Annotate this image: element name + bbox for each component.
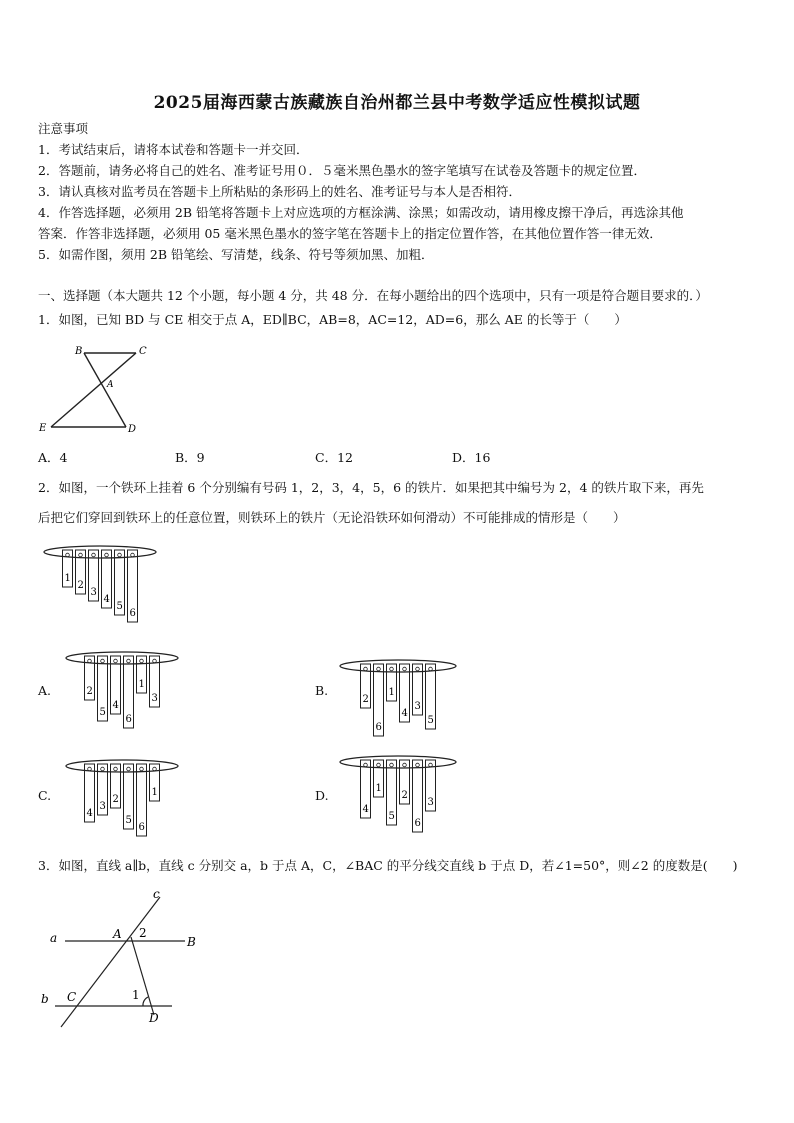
tag-hole — [416, 763, 420, 767]
tag-number: 6 — [414, 818, 421, 829]
q1-label-c: C — [139, 346, 147, 357]
tag-hole — [416, 667, 420, 671]
tag-hole — [79, 553, 83, 557]
tag-hole — [114, 767, 118, 771]
page-title: 2025届海西蒙古族藏族自治州都兰县中考数学适应性模拟试题 — [153, 93, 641, 113]
q1-option-a[interactable]: A．4 — [38, 450, 68, 465]
tag-number: 2 — [112, 794, 119, 805]
tag-number: 3 — [414, 701, 421, 712]
tag-hole — [92, 553, 96, 557]
q2-option-b-figure[interactable] — [338, 654, 458, 734]
note-item-5: 5．如需作图，须用 2B 铅笔绘、写清楚，线条、符号等须加黑、加粗． — [38, 247, 434, 262]
note-item-4: 4．作答选择题，必须用 2B 铅笔将答题卡上对应选项的方框涂满、涂黑；如需改动，请用橡皮擦干净后，再选涂其他 — [38, 205, 684, 220]
question-1-text: 1．如图，已知 BD 与 CE 相交于点 A，ED∥BC，AB=8，AC=12，AD=6，那么 AE 的长等于（ ） — [38, 312, 627, 327]
q1-label-b: B — [75, 346, 83, 357]
q2-option-d-figure[interactable] — [338, 750, 458, 835]
tag-hole — [390, 763, 394, 767]
tag-number: 4 — [103, 594, 110, 605]
tag-number: 4 — [362, 804, 369, 815]
q3-label-c-point: C — [67, 990, 77, 1004]
tag-number: 6 — [138, 822, 145, 833]
tag-hole — [101, 767, 105, 771]
q1-label-d: D — [128, 424, 137, 435]
tag-hole — [140, 767, 144, 771]
tag-number: 1 — [151, 787, 158, 798]
tag-number: 5 — [99, 707, 106, 718]
tag-hole — [114, 659, 118, 663]
q1-option-b[interactable]: B．9 — [175, 450, 205, 465]
note-item-1: 1．考试结束后，请将本试卷和答题卡一并交回． — [38, 142, 309, 157]
tag-hole — [377, 667, 381, 671]
q1-option-c[interactable]: C．12 — [315, 450, 353, 465]
q3-label-angle-1: 1 — [132, 988, 140, 1002]
tag-number: 1 — [375, 783, 382, 794]
q3-figure — [35, 885, 215, 1030]
tag-hole — [403, 763, 407, 767]
tag-number: 3 — [99, 801, 106, 812]
tag-number: 1 — [64, 573, 71, 584]
tag-number: 4 — [86, 808, 93, 819]
q2-option-c-figure[interactable] — [62, 754, 182, 834]
note-item-4-cont: 答案．作答非选择题，必须用 05 毫米黑色墨水的签字笔在答题卡上的指定位置作答，在其他位置作答一律无效． — [38, 226, 662, 241]
tag-hole — [390, 667, 394, 671]
q1-label-e: E — [39, 423, 47, 434]
tag-number: 5 — [388, 811, 395, 822]
tag-number: 2 — [77, 580, 84, 591]
tag-number: 2 — [86, 686, 93, 697]
tag-hole — [377, 763, 381, 767]
tag-number: 3 — [151, 693, 158, 704]
note-item-2: 2．答题前，请务必将自己的姓名、准考证号用０．５毫米黑色墨水的签字笔填写在试卷及答题卡的规定位置． — [38, 163, 646, 178]
q2-option-c-label[interactable]: C. — [38, 788, 52, 803]
tag-number: 6 — [129, 608, 136, 619]
q2-main-figure — [40, 540, 160, 630]
q3-label-c-line: c — [153, 887, 160, 901]
tag-number: 5 — [116, 601, 123, 612]
question-2-line-2: 后把它们穿回到铁环上的任意位置，则铁环上的铁片（无论沿铁环如何滑动）不可能排成的情形是（ ） — [38, 510, 626, 525]
q1-option-d[interactable]: D．16 — [452, 450, 491, 465]
tag-number: 1 — [388, 687, 395, 698]
q3-label-a-point: A — [113, 927, 122, 941]
section-heading: 一、选择题（本大题共 12 个小题，每小题 4 分，共 48 分．在每小题给出的四个选项中，只有一项是符合题目要求的．） — [38, 288, 708, 303]
tag-number: 6 — [125, 714, 132, 725]
notes-heading: 注意事项 — [38, 121, 89, 136]
tag-hole — [127, 659, 131, 663]
tag-number: 1 — [138, 679, 145, 690]
q2-option-a-label[interactable]: A. — [38, 683, 52, 698]
note-item-3: 3．请认真核对监考员在答题卡上所粘贴的条形码上的姓名、准考证号与本人是否相符． — [38, 184, 521, 199]
tag-hole — [101, 659, 105, 663]
tag-hole — [118, 553, 122, 557]
tag-number: 5 — [427, 715, 434, 726]
tag-number: 6 — [375, 722, 382, 733]
tag-hole — [127, 767, 131, 771]
q3-label-angle-2: 2 — [139, 926, 147, 940]
tag-number: 4 — [401, 708, 408, 719]
q2-option-d-label[interactable]: D. — [315, 788, 329, 803]
q1-label-a: A — [107, 380, 114, 390]
q3-label-d-point: D — [149, 1011, 159, 1025]
question-3-text: 3．如图，直线 a∥b，直线 c 分别交 a，b 于点 A，C，∠BAC 的平分线交直线 b 于点 D，若∠1=50°，则∠2 的度数是( ) — [38, 858, 738, 873]
tag-hole — [140, 659, 144, 663]
question-2-line-1: 2．如图，一个铁环上挂着 6 个分别编有号码 1，2，3，4，5，6 的铁片．如果把其中编号为 2，4 的铁片取下来，再先 — [38, 480, 704, 495]
q1-figure — [35, 342, 145, 437]
tag-number: 2 — [362, 694, 369, 705]
q2-option-a-figure[interactable] — [62, 646, 182, 726]
tag-number: 5 — [125, 815, 132, 826]
tag-hole — [403, 667, 407, 671]
tag-number: 2 — [401, 790, 408, 801]
tag-number: 3 — [90, 587, 97, 598]
q3-label-b-line: b — [41, 992, 49, 1006]
q2-option-b-label[interactable]: B. — [315, 683, 329, 698]
q3-label-a-line: a — [50, 931, 58, 945]
q3-label-b-point: B — [187, 935, 196, 949]
tag-number: 4 — [112, 700, 119, 711]
tag-number: 3 — [427, 797, 434, 808]
tag-hole — [105, 553, 109, 557]
